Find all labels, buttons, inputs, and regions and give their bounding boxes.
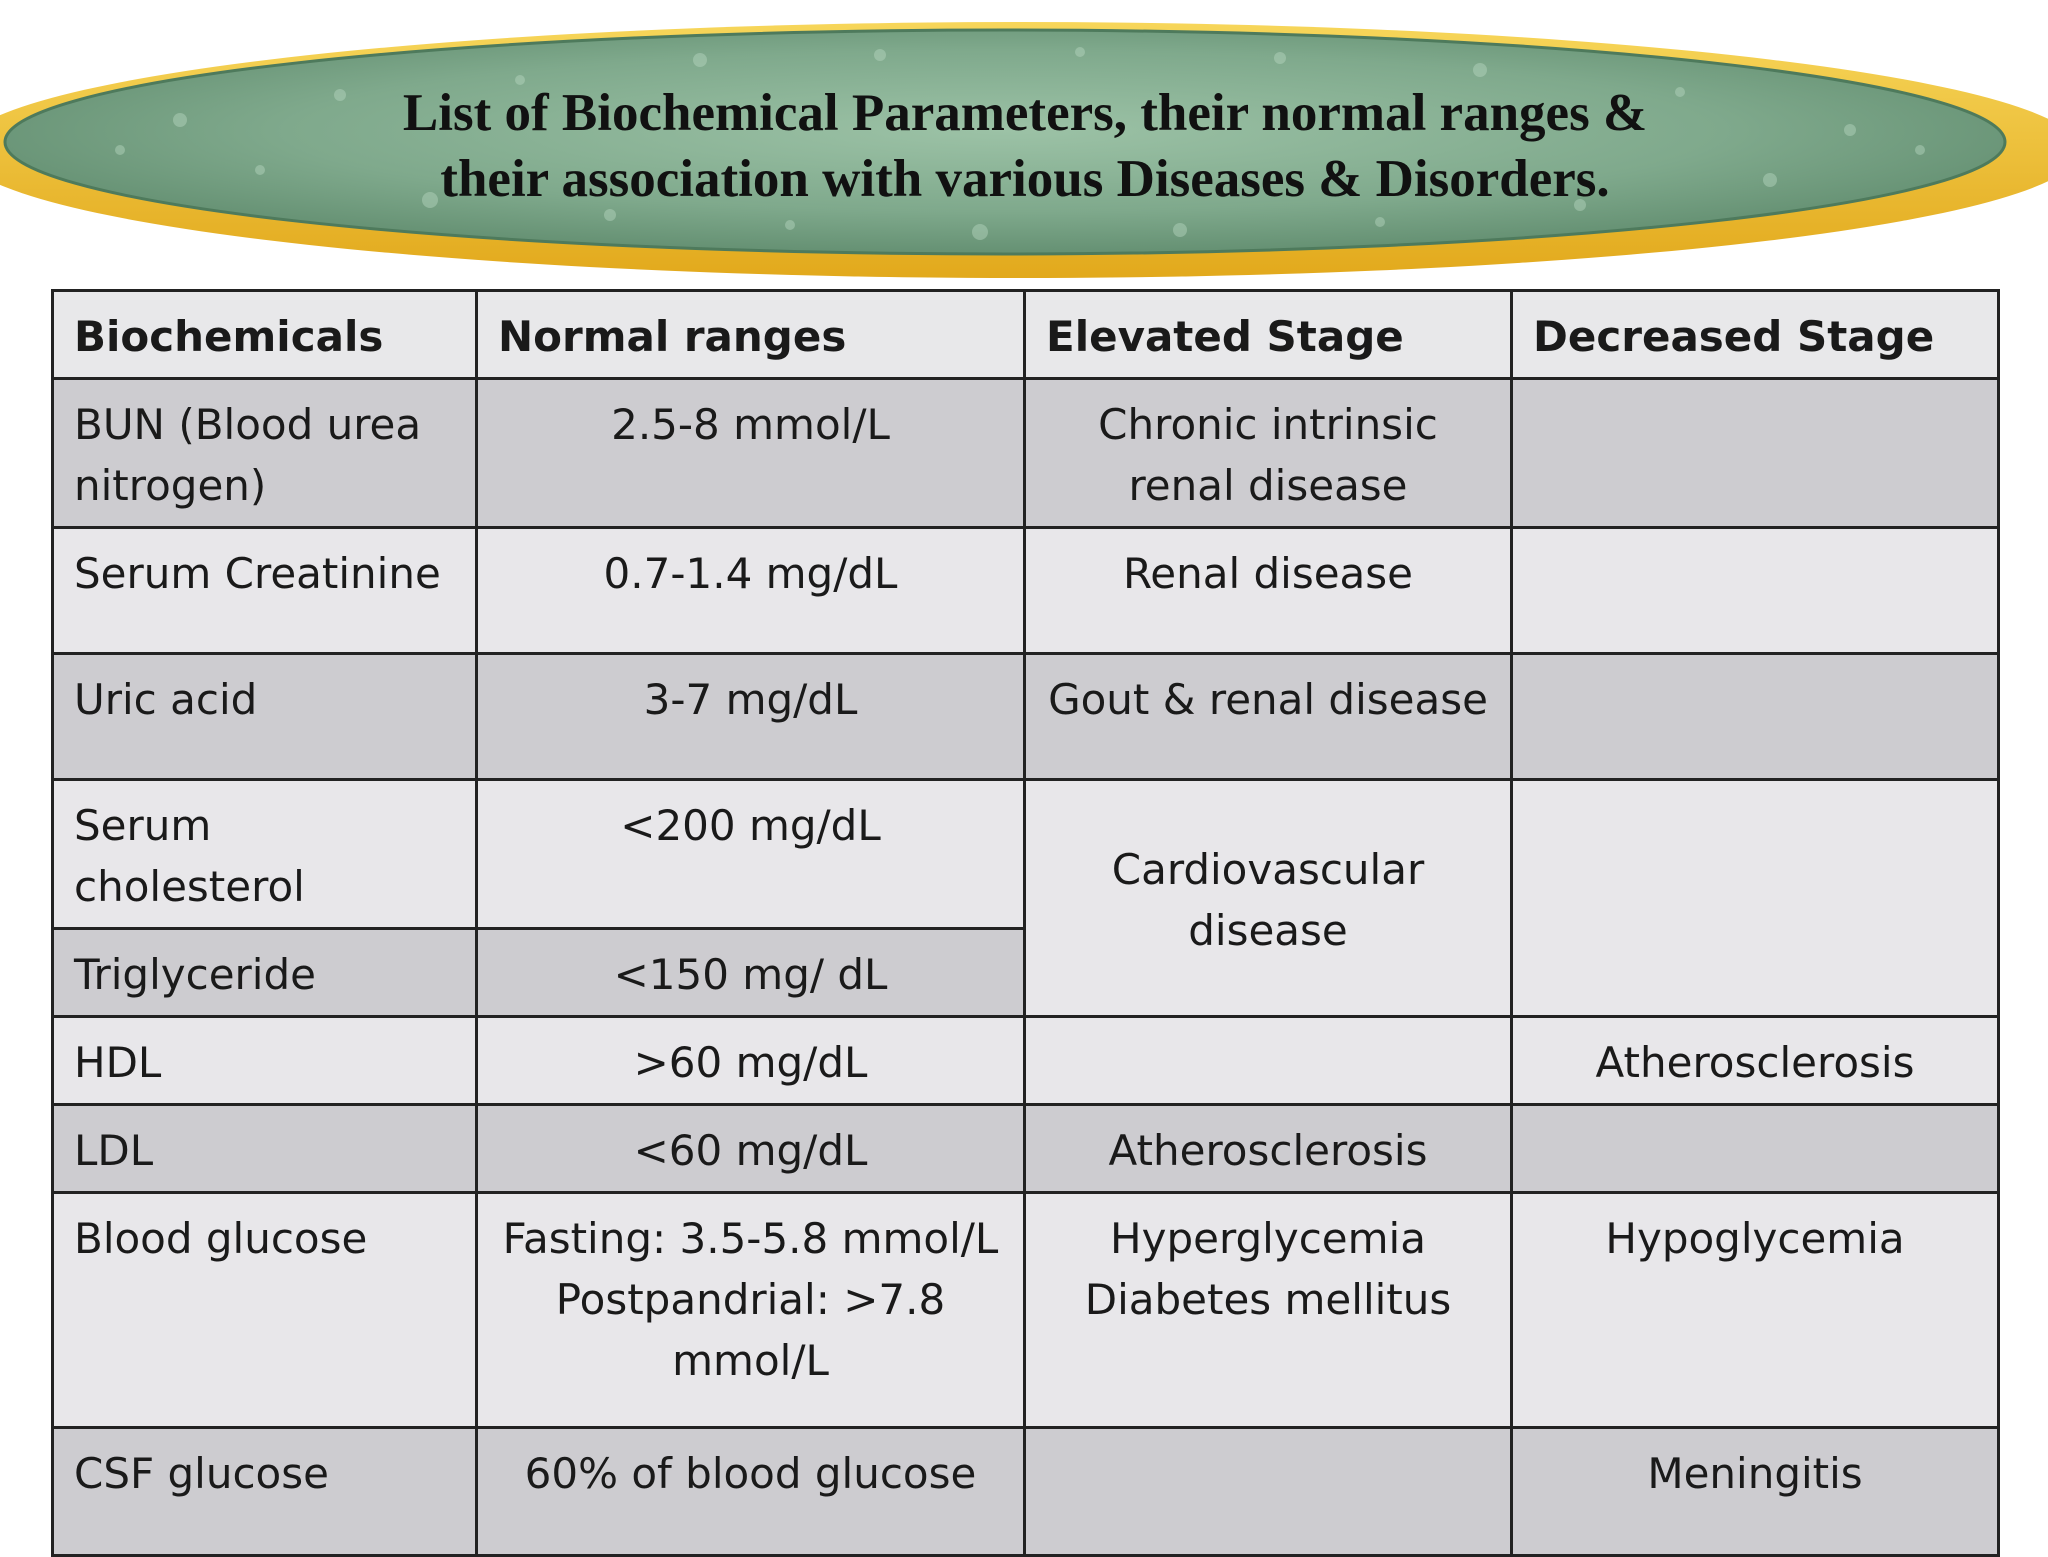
range-line: Postpandrial: >7.8 mmol/L	[555, 1275, 946, 1385]
cell-name: LDL	[53, 1105, 477, 1193]
cell-name: HDL	[53, 1017, 477, 1105]
cell-decreased: Hypoglycemia	[1512, 1193, 1999, 1428]
cell-elevated: Renal disease	[1025, 528, 1512, 654]
cell-range: >60 mg/dL	[477, 1017, 1025, 1105]
table-header-row	[53, 291, 1999, 379]
cell-elevated: Chronic intrinsic renal disease	[1025, 379, 1512, 528]
cell-name: Serum cholesterol	[53, 780, 477, 929]
cell-range: <200 mg/dL	[477, 780, 1025, 929]
cell-name: Blood glucose	[53, 1193, 477, 1428]
cell-name: Uric acid	[53, 654, 477, 780]
table-row	[53, 1193, 1999, 1428]
table-row	[53, 379, 1999, 528]
cell-range: <60 mg/dL	[477, 1105, 1025, 1193]
title-line-1: List of Biochemical Parameters, their normal ranges &	[402, 84, 1648, 142]
header-normal-ranges: Normal ranges	[477, 291, 1025, 379]
cell-decreased: Meningitis	[1512, 1428, 1999, 1556]
cell-decreased	[1512, 654, 1999, 780]
title-line-2: their association with various Diseases & Disorders.	[440, 150, 1610, 208]
cell-decreased: Atherosclerosis	[1512, 1017, 1999, 1105]
table-row	[53, 780, 1999, 929]
cell-decreased	[1512, 528, 1999, 654]
cell-decreased-merged	[1512, 780, 1999, 1017]
cell-range: 60% of blood glucose	[477, 1428, 1025, 1556]
elevated-line: Diabetes mellitus	[1084, 1275, 1452, 1324]
table-row	[53, 1105, 1999, 1193]
page-title	[200, 80, 1850, 212]
cell-elevated	[1025, 1193, 1512, 1428]
elevated-line: Hyperglycemia	[1110, 1214, 1426, 1263]
table-row	[53, 528, 1999, 654]
cell-range: <150 mg/ dL	[477, 929, 1025, 1017]
cell-elevated	[1025, 1428, 1512, 1556]
table-row	[53, 654, 1999, 780]
cell-decreased	[1512, 379, 1999, 528]
cell-range: 2.5-8 mmol/L	[477, 379, 1025, 528]
header-biochemicals: Biochemicals	[53, 291, 477, 379]
range-line: Fasting: 3.5-5.8 mmol/L	[502, 1214, 999, 1263]
cell-elevated: Atherosclerosis	[1025, 1105, 1512, 1193]
table-row	[53, 1428, 1999, 1556]
cell-elevated: Gout & renal disease	[1025, 654, 1512, 780]
table-row	[53, 1017, 1999, 1105]
cell-decreased	[1512, 1105, 1999, 1193]
biochemical-table	[51, 289, 2000, 1557]
cell-name: Triglyceride	[53, 929, 477, 1017]
cell-name: Serum Creatinine	[53, 528, 477, 654]
cell-name: BUN (Blood urea nitrogen)	[53, 379, 477, 528]
cell-range	[477, 1193, 1025, 1428]
header-elevated-stage: Elevated Stage	[1025, 291, 1512, 379]
cell-elevated-merged: Cardiovascular disease	[1025, 780, 1512, 1017]
cell-name: CSF glucose	[53, 1428, 477, 1556]
cell-elevated	[1025, 1017, 1512, 1105]
cell-range: 3-7 mg/dL	[477, 654, 1025, 780]
cell-range: 0.7-1.4 mg/dL	[477, 528, 1025, 654]
header-decreased-stage: Decreased Stage	[1512, 291, 1999, 379]
